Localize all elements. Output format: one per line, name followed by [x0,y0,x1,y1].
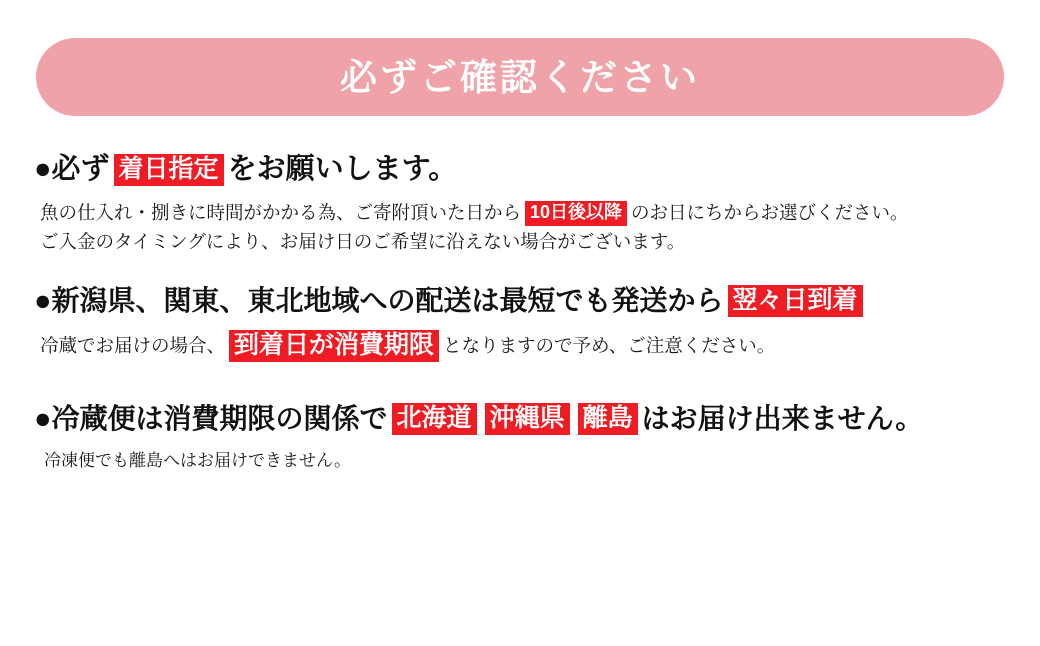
section-1-line-2-pre: ご入金のタイミングにより、お届け日のご希望に沿えない場合がございます。 [40,230,686,252]
banner-title: 必ずご確認ください [340,56,700,98]
section-2-heading-pre: 新潟県、関東、東北地域への配送は最短でも発送から [51,285,724,317]
notice-section-1 [34,150,1014,256]
section-1-line-1 [34,199,1014,228]
section-3-line-1-pre: 冷凍便でも離島へはお届けできません。 [44,451,352,471]
section-2-heading-highlight: 翌々日到着 [728,285,863,317]
bullet-icon-3: ● [34,402,52,435]
section-1-heading-post: をお願いします。 [227,153,458,185]
section-1-line-1-pre: 魚の仕入れ・捌きに時間がかかる為、ご寄附頂いた日から [40,202,522,224]
notice-section-3 [34,400,1014,474]
section-2-line-1-post: となりますので予め、ご注意ください。 [443,334,776,356]
spacer [34,260,1014,282]
section-3-heading [34,400,1014,438]
header-banner [36,38,1004,116]
section-2-line-1 [34,330,1014,362]
section-2-line-1-highlight: 到着日が消費期限 [229,330,439,362]
section-1-heading-highlight: 着日指定 [114,154,224,186]
bullet-icon-1: ● [34,153,52,186]
section-3-heading-highlight-1: 北海道 [392,403,477,435]
spacer [34,320,1014,330]
section-3-heading-highlight-3: 離島 [578,403,638,435]
section-1-line-2 [34,228,1014,257]
bullet-icon-2: ● [34,284,52,317]
spacer [34,438,1014,448]
section-1-line-1-post: のお日にちからお選びください。 [631,202,909,224]
section-1-line-1-highlight: 10日後以降 [525,201,627,226]
section-3-heading-pre: 冷蔵便は消費期限の関係で [51,403,388,435]
spacer [34,366,1014,400]
section-2-line-1-pre: 冷蔵でお届けの場合、 [40,334,226,356]
section-1-heading-pre: 必ず [51,153,110,185]
notice-section-2 [34,282,1014,362]
section-3-heading-post: はお届け出来ません。 [641,403,924,435]
notice-body [34,150,1014,478]
section-3-heading-highlight-2: 沖縄県 [485,403,570,435]
section-1-heading [34,150,1014,189]
section-3-line-1 [34,448,1014,474]
section-2-heading [34,282,1014,320]
spacer [34,189,1014,199]
